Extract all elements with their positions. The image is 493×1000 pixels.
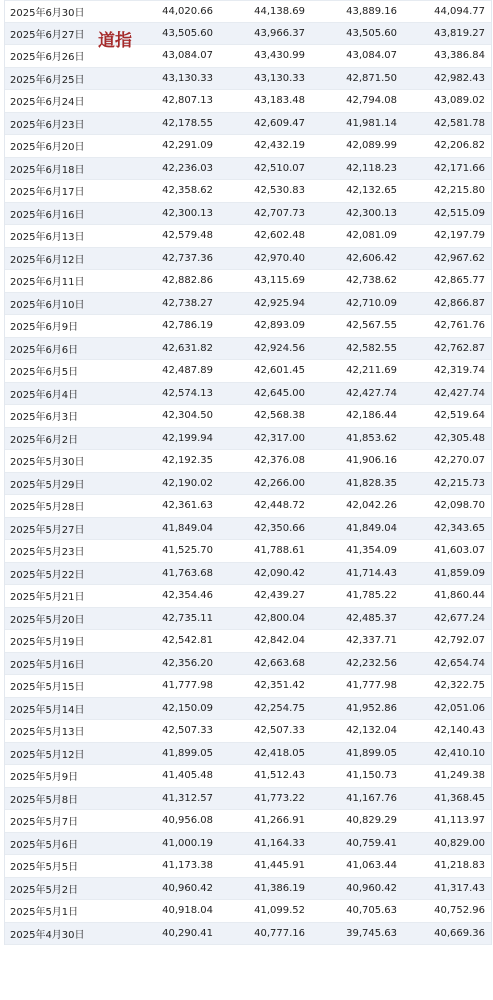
high-cell: 44,138.69 — [254, 5, 305, 17]
open-cell: 43,084.07 — [162, 50, 213, 62]
date-cell: 2025年5月6日 — [10, 839, 79, 851]
low-cell: 40,960.42 — [346, 882, 397, 894]
high-cell: 42,376.08 — [254, 455, 305, 467]
low-cell: 41,785.22 — [346, 590, 397, 602]
date-cell: 2025年6月6日 — [10, 344, 79, 356]
open-cell: 40,960.42 — [162, 882, 213, 894]
low-cell: 42,132.65 — [346, 185, 397, 197]
open-cell: 41,525.70 — [162, 545, 213, 557]
high-cell: 42,350.66 — [254, 522, 305, 534]
table-row — [5, 878, 491, 901]
high-cell: 42,351.42 — [254, 680, 305, 692]
close-cell: 42,792.07 — [434, 635, 485, 647]
high-cell: 42,317.00 — [254, 432, 305, 444]
date-cell: 2025年5月12日 — [10, 749, 85, 761]
close-cell: 42,206.82 — [434, 140, 485, 152]
open-cell: 42,356.20 — [162, 657, 213, 669]
table-row — [5, 473, 491, 496]
high-cell: 42,507.33 — [254, 725, 305, 737]
low-cell: 41,354.09 — [346, 545, 397, 557]
low-cell: 41,853.62 — [346, 432, 397, 444]
low-cell: 41,063.44 — [346, 860, 397, 872]
low-cell: 43,084.07 — [346, 50, 397, 62]
low-cell: 42,186.44 — [346, 410, 397, 422]
table-row — [5, 248, 491, 271]
close-cell: 42,319.74 — [434, 365, 485, 377]
high-cell: 42,568.38 — [254, 410, 305, 422]
close-cell: 41,859.09 — [434, 567, 485, 579]
open-cell: 42,354.46 — [162, 590, 213, 602]
low-cell: 43,889.16 — [346, 5, 397, 17]
price-history-table — [4, 0, 492, 945]
open-cell: 42,190.02 — [162, 477, 213, 489]
table-row — [5, 360, 491, 383]
date-cell: 2025年6月2日 — [10, 434, 79, 446]
open-cell: 42,361.63 — [162, 500, 213, 512]
date-cell: 2025年6月11日 — [10, 277, 85, 289]
open-cell: 42,631.82 — [162, 342, 213, 354]
table-row — [5, 495, 491, 518]
high-cell: 42,970.40 — [254, 252, 305, 264]
open-cell: 44,020.66 — [162, 5, 213, 17]
low-cell: 41,981.14 — [346, 117, 397, 129]
low-cell: 42,118.23 — [346, 162, 397, 174]
date-cell: 2025年6月30日 — [10, 7, 85, 19]
date-cell: 2025年5月30日 — [10, 457, 85, 469]
open-cell: 41,312.57 — [162, 792, 213, 804]
date-cell: 2025年6月18日 — [10, 164, 85, 176]
table-row — [5, 653, 491, 676]
open-cell: 43,130.33 — [162, 72, 213, 84]
table-row — [5, 180, 491, 203]
close-cell: 41,368.45 — [434, 792, 485, 804]
close-cell: 41,860.44 — [434, 590, 485, 602]
close-cell: 41,249.38 — [434, 770, 485, 782]
open-cell: 42,291.09 — [162, 140, 213, 152]
close-cell: 42,140.43 — [434, 725, 485, 737]
date-cell: 2025年5月27日 — [10, 524, 85, 536]
open-cell: 40,290.41 — [162, 927, 213, 939]
open-cell: 42,579.48 — [162, 230, 213, 242]
close-cell: 40,752.96 — [434, 905, 485, 917]
close-cell: 42,654.74 — [434, 657, 485, 669]
high-cell: 41,512.43 — [254, 770, 305, 782]
close-cell: 42,761.76 — [434, 320, 485, 332]
table-row — [5, 788, 491, 811]
low-cell: 41,899.05 — [346, 747, 397, 759]
date-cell: 2025年6月10日 — [10, 299, 85, 311]
table-row — [5, 720, 491, 743]
high-cell: 43,130.33 — [254, 72, 305, 84]
low-cell: 42,427.74 — [346, 387, 397, 399]
open-cell: 40,956.08 — [162, 815, 213, 827]
low-cell: 41,167.76 — [346, 792, 397, 804]
low-cell: 39,745.63 — [346, 927, 397, 939]
open-cell: 42,199.94 — [162, 432, 213, 444]
high-cell: 42,842.04 — [254, 635, 305, 647]
table-row — [5, 518, 491, 541]
close-cell: 42,762.87 — [434, 342, 485, 354]
high-cell: 42,602.48 — [254, 230, 305, 242]
high-cell: 41,788.61 — [254, 545, 305, 557]
table-row — [5, 68, 491, 91]
low-cell: 40,829.29 — [346, 815, 397, 827]
open-cell: 43,505.60 — [162, 27, 213, 39]
table-row — [5, 23, 491, 46]
open-cell: 42,807.13 — [162, 95, 213, 107]
close-cell: 42,865.77 — [434, 275, 485, 287]
close-cell: 43,089.02 — [434, 95, 485, 107]
close-cell: 42,519.64 — [434, 410, 485, 422]
low-cell: 42,794.08 — [346, 95, 397, 107]
open-cell: 41,000.19 — [162, 837, 213, 849]
high-cell: 42,800.04 — [254, 612, 305, 624]
high-cell: 42,707.73 — [254, 207, 305, 219]
high-cell: 42,663.68 — [254, 657, 305, 669]
table-row — [5, 900, 491, 923]
low-cell: 42,337.71 — [346, 635, 397, 647]
date-cell: 2025年5月2日 — [10, 884, 79, 896]
date-cell: 2025年6月4日 — [10, 389, 79, 401]
table-row — [5, 383, 491, 406]
high-cell: 41,266.91 — [254, 815, 305, 827]
date-cell: 2025年5月8日 — [10, 794, 79, 806]
low-cell: 42,485.37 — [346, 612, 397, 624]
close-cell: 42,677.24 — [434, 612, 485, 624]
high-cell: 43,115.69 — [254, 275, 305, 287]
close-cell: 42,322.75 — [434, 680, 485, 692]
table-row — [5, 698, 491, 721]
open-cell: 42,737.36 — [162, 252, 213, 264]
open-cell: 42,574.13 — [162, 387, 213, 399]
table-row — [5, 270, 491, 293]
table-row — [5, 338, 491, 361]
high-cell: 42,510.07 — [254, 162, 305, 174]
date-cell: 2025年5月13日 — [10, 727, 85, 739]
date-cell: 2025年6月27日 — [10, 29, 85, 41]
low-cell: 42,089.99 — [346, 140, 397, 152]
close-cell: 42,427.74 — [434, 387, 485, 399]
table-row — [5, 630, 491, 653]
close-cell: 41,218.83 — [434, 860, 485, 872]
table-row — [5, 585, 491, 608]
open-cell: 42,192.35 — [162, 455, 213, 467]
close-cell: 42,343.65 — [434, 522, 485, 534]
table-row — [5, 675, 491, 698]
table-row — [5, 203, 491, 226]
high-cell: 43,430.99 — [254, 50, 305, 62]
close-cell: 42,581.78 — [434, 117, 485, 129]
high-cell: 42,893.09 — [254, 320, 305, 332]
open-cell: 41,777.98 — [162, 680, 213, 692]
low-cell: 41,150.73 — [346, 770, 397, 782]
low-cell: 41,828.35 — [346, 477, 397, 489]
low-cell: 41,777.98 — [346, 680, 397, 692]
low-cell: 42,232.56 — [346, 657, 397, 669]
close-cell: 42,982.43 — [434, 72, 485, 84]
low-cell: 41,849.04 — [346, 522, 397, 534]
high-cell: 42,266.00 — [254, 477, 305, 489]
close-cell: 42,866.87 — [434, 297, 485, 309]
close-cell: 42,305.48 — [434, 432, 485, 444]
high-cell: 41,445.91 — [254, 860, 305, 872]
open-cell: 41,763.68 — [162, 567, 213, 579]
close-cell: 42,098.70 — [434, 500, 485, 512]
date-cell: 2025年5月9日 — [10, 772, 79, 784]
open-cell: 42,236.03 — [162, 162, 213, 174]
high-cell: 42,254.75 — [254, 702, 305, 714]
table-row — [5, 450, 491, 473]
table-row — [5, 113, 491, 136]
open-cell: 42,738.27 — [162, 297, 213, 309]
table-row — [5, 90, 491, 113]
date-cell: 2025年5月14日 — [10, 704, 85, 716]
close-cell: 42,270.07 — [434, 455, 485, 467]
date-cell: 2025年5月23日 — [10, 547, 85, 559]
high-cell: 42,448.72 — [254, 500, 305, 512]
date-cell: 2025年6月25日 — [10, 74, 85, 86]
date-cell: 2025年6月17日 — [10, 187, 85, 199]
close-cell: 42,051.06 — [434, 702, 485, 714]
open-cell: 42,786.19 — [162, 320, 213, 332]
table-row — [5, 225, 491, 248]
open-cell: 42,487.89 — [162, 365, 213, 377]
date-cell: 2025年4月30日 — [10, 929, 85, 941]
low-cell: 42,738.62 — [346, 275, 397, 287]
table-row — [5, 428, 491, 451]
open-cell: 42,358.62 — [162, 185, 213, 197]
open-cell: 41,849.04 — [162, 522, 213, 534]
low-cell: 42,567.55 — [346, 320, 397, 332]
close-cell: 42,967.62 — [434, 252, 485, 264]
table-row — [5, 810, 491, 833]
index-label: 道指 — [98, 31, 132, 51]
date-cell: 2025年5月7日 — [10, 817, 79, 829]
high-cell: 43,966.37 — [254, 27, 305, 39]
open-cell: 42,300.13 — [162, 207, 213, 219]
table-row — [5, 563, 491, 586]
date-cell: 2025年6月3日 — [10, 412, 79, 424]
low-cell: 40,705.63 — [346, 905, 397, 917]
date-cell: 2025年6月23日 — [10, 119, 85, 131]
close-cell: 41,113.97 — [434, 815, 485, 827]
date-cell: 2025年6月9日 — [10, 322, 79, 334]
date-cell: 2025年5月28日 — [10, 502, 85, 514]
low-cell: 41,952.86 — [346, 702, 397, 714]
low-cell: 42,211.69 — [346, 365, 397, 377]
date-cell: 2025年5月21日 — [10, 592, 85, 604]
close-cell: 42,215.80 — [434, 185, 485, 197]
date-cell: 2025年6月20日 — [10, 142, 85, 154]
table-row — [5, 45, 491, 68]
table-row — [5, 135, 491, 158]
low-cell: 41,714.43 — [346, 567, 397, 579]
low-cell: 43,505.60 — [346, 27, 397, 39]
low-cell: 42,132.04 — [346, 725, 397, 737]
date-cell: 2025年6月12日 — [10, 254, 85, 266]
close-cell: 40,669.36 — [434, 927, 485, 939]
date-cell: 2025年6月5日 — [10, 367, 79, 379]
date-cell: 2025年6月16日 — [10, 209, 85, 221]
high-cell: 43,183.48 — [254, 95, 305, 107]
date-cell: 2025年5月5日 — [10, 862, 79, 874]
low-cell: 41,906.16 — [346, 455, 397, 467]
close-cell: 43,819.27 — [434, 27, 485, 39]
close-cell: 42,197.79 — [434, 230, 485, 242]
date-cell: 2025年5月22日 — [10, 569, 85, 581]
high-cell: 42,924.56 — [254, 342, 305, 354]
high-cell: 42,601.45 — [254, 365, 305, 377]
high-cell: 41,773.22 — [254, 792, 305, 804]
high-cell: 42,090.42 — [254, 567, 305, 579]
close-cell: 42,515.09 — [434, 207, 485, 219]
date-cell: 2025年5月1日 — [10, 907, 79, 919]
open-cell: 42,507.33 — [162, 725, 213, 737]
open-cell: 40,918.04 — [162, 905, 213, 917]
low-cell: 42,042.26 — [346, 500, 397, 512]
date-cell: 2025年6月26日 — [10, 52, 85, 64]
close-cell: 43,386.84 — [434, 50, 485, 62]
open-cell: 42,178.55 — [162, 117, 213, 129]
table-row — [5, 293, 491, 316]
date-cell: 2025年6月13日 — [10, 232, 85, 244]
table-row — [5, 315, 491, 338]
table-row — [5, 0, 491, 23]
table-row — [5, 608, 491, 631]
close-cell: 40,829.00 — [434, 837, 485, 849]
close-cell: 42,215.73 — [434, 477, 485, 489]
date-cell: 2025年6月24日 — [10, 97, 85, 109]
open-cell: 42,304.50 — [162, 410, 213, 422]
close-cell: 42,410.10 — [434, 747, 485, 759]
high-cell: 42,645.00 — [254, 387, 305, 399]
close-cell: 42,171.66 — [434, 162, 485, 174]
high-cell: 42,439.27 — [254, 590, 305, 602]
date-cell: 2025年5月29日 — [10, 479, 85, 491]
open-cell: 42,735.11 — [162, 612, 213, 624]
date-cell: 2025年5月15日 — [10, 682, 85, 694]
high-cell: 42,925.94 — [254, 297, 305, 309]
open-cell: 41,405.48 — [162, 770, 213, 782]
close-cell: 41,603.07 — [434, 545, 485, 557]
low-cell: 42,582.55 — [346, 342, 397, 354]
low-cell: 42,606.42 — [346, 252, 397, 264]
high-cell: 41,164.33 — [254, 837, 305, 849]
high-cell: 41,099.52 — [254, 905, 305, 917]
close-cell: 44,094.77 — [434, 5, 485, 17]
open-cell: 41,173.38 — [162, 860, 213, 872]
table-row — [5, 765, 491, 788]
high-cell: 42,530.83 — [254, 185, 305, 197]
open-cell: 41,899.05 — [162, 747, 213, 759]
high-cell: 41,386.19 — [254, 882, 305, 894]
table-row — [5, 158, 491, 181]
open-cell: 42,542.81 — [162, 635, 213, 647]
open-cell: 42,882.86 — [162, 275, 213, 287]
low-cell: 42,710.09 — [346, 297, 397, 309]
table-row — [5, 923, 491, 946]
low-cell: 42,871.50 — [346, 72, 397, 84]
close-cell: 41,317.43 — [434, 882, 485, 894]
table-row — [5, 743, 491, 766]
high-cell: 40,777.16 — [254, 927, 305, 939]
high-cell: 42,418.05 — [254, 747, 305, 759]
table-row — [5, 540, 491, 563]
date-cell: 2025年5月19日 — [10, 637, 85, 649]
date-cell: 2025年5月20日 — [10, 614, 85, 626]
high-cell: 42,432.19 — [254, 140, 305, 152]
low-cell: 42,081.09 — [346, 230, 397, 242]
table-row — [5, 855, 491, 878]
table-row — [5, 405, 491, 428]
table-row — [5, 833, 491, 856]
low-cell: 42,300.13 — [346, 207, 397, 219]
date-cell: 2025年5月16日 — [10, 659, 85, 671]
high-cell: 42,609.47 — [254, 117, 305, 129]
open-cell: 42,150.09 — [162, 702, 213, 714]
low-cell: 40,759.41 — [346, 837, 397, 849]
